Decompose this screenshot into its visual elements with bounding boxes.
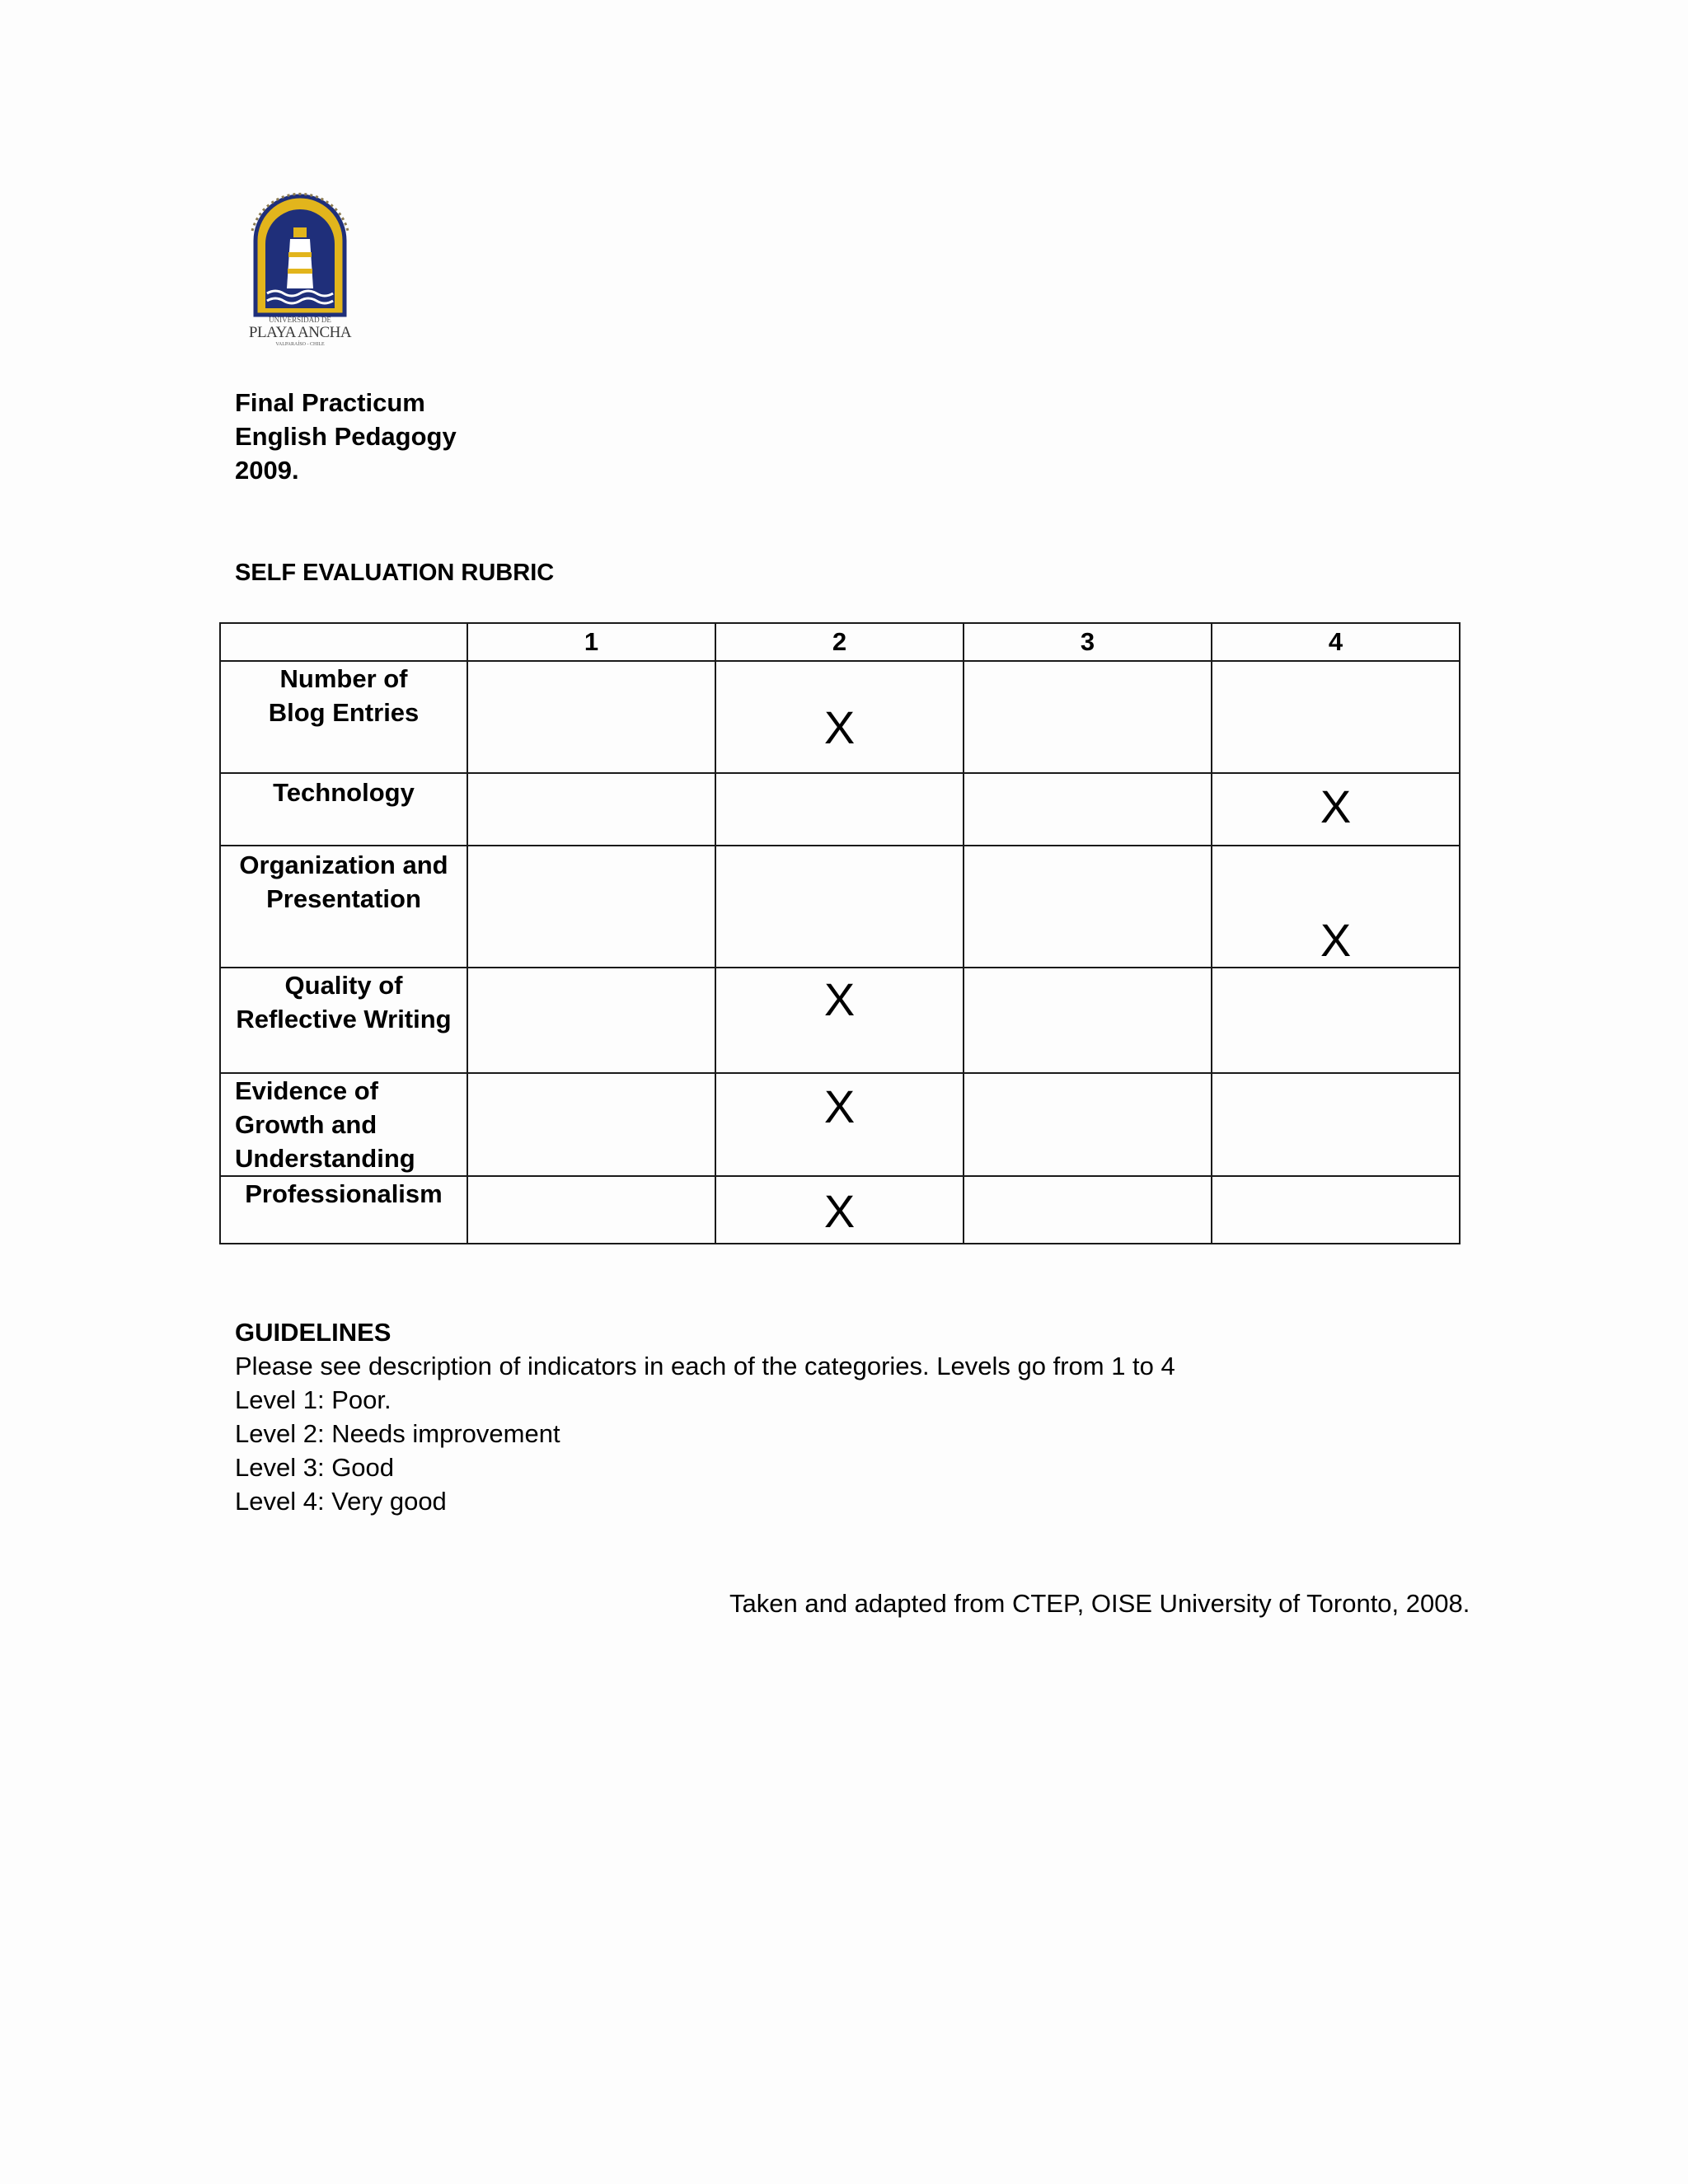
- level-description: Level 4: Very good: [235, 1487, 447, 1516]
- table-row: [220, 661, 1460, 773]
- document-header: [235, 386, 457, 487]
- rating-cell: [964, 1176, 1212, 1244]
- rubric-header-row: [220, 623, 1460, 661]
- program-name: English Pedagogy: [235, 422, 457, 451]
- year: 2009.: [235, 456, 299, 485]
- source-credit: Taken and adapted from CTEP, OISE University of Toronto, 2008.: [729, 1589, 1470, 1618]
- check-mark: X: [823, 701, 856, 753]
- guidelines-title: GUIDELINES: [235, 1318, 392, 1347]
- rubric-table: [219, 622, 1461, 1244]
- category-cell: Professionalism: [220, 1176, 467, 1244]
- course-title: Final Practicum: [235, 388, 425, 417]
- rating-cell: [715, 773, 964, 846]
- check-mark: X: [823, 1080, 856, 1132]
- rating-cell: [715, 1073, 964, 1176]
- rating-cell: [467, 1073, 715, 1176]
- check-mark: X: [823, 973, 856, 1025]
- rating-cell: [715, 968, 964, 1073]
- header-cell-level-3: 3: [964, 623, 1212, 661]
- guidelines-intro: Please see description of indicators in each of the categories. Levels go from 1 to 4: [235, 1352, 1175, 1380]
- rubric-title: SELF EVALUATION RUBRIC: [235, 560, 555, 586]
- category-cell: Evidence of Growth and Understanding: [220, 1073, 467, 1176]
- rating-cell: [715, 661, 964, 773]
- guidelines-section: [235, 1315, 1175, 1518]
- rating-cell: [1212, 773, 1460, 846]
- header-cell-level-2: 2: [715, 623, 964, 661]
- category-cell: Quality of Reflective Writing: [220, 968, 467, 1073]
- table-row: [220, 846, 1460, 968]
- category-cell: Number of Blog Entries: [220, 661, 467, 773]
- rating-cell: [964, 1073, 1212, 1176]
- check-mark: X: [823, 1185, 856, 1237]
- level-description: Level 2: Needs improvement: [235, 1419, 560, 1448]
- rating-cell: [715, 1176, 964, 1244]
- logo-text: UNIVERSIDAD DE PLAYA ANCHA VALPARAÍSO - CHILE: [248, 316, 352, 347]
- level-description: Level 3: Good: [235, 1453, 395, 1482]
- rating-cell: [964, 661, 1212, 773]
- rating-cell: [467, 846, 715, 968]
- table-row: [220, 1176, 1460, 1244]
- university-logo: [237, 191, 363, 356]
- header-cell-empty: [220, 623, 467, 661]
- rating-cell: [467, 1176, 715, 1244]
- rating-cell: [467, 773, 715, 846]
- rating-cell: [1212, 968, 1460, 1073]
- header-cell-level-1: 1: [467, 623, 715, 661]
- category-cell: Technology: [220, 773, 467, 846]
- rating-cell: [964, 846, 1212, 968]
- rating-cell: [1212, 1176, 1460, 1244]
- rating-cell: [964, 773, 1212, 846]
- header-cell-level-4: 4: [1212, 623, 1460, 661]
- table-row: [220, 968, 1460, 1073]
- level-description: Level 1: Poor.: [235, 1385, 392, 1414]
- table-row: [220, 1073, 1460, 1176]
- category-cell: Organization and Presentation: [220, 846, 467, 968]
- rating-cell: [715, 846, 964, 968]
- check-mark: X: [1320, 914, 1352, 966]
- rating-cell: [964, 968, 1212, 1073]
- check-mark: X: [1320, 780, 1352, 832]
- rating-cell: [467, 968, 715, 1073]
- rating-cell: [1212, 661, 1460, 773]
- rating-cell: [1212, 846, 1460, 968]
- rating-cell: [1212, 1073, 1460, 1176]
- table-row: [220, 773, 1460, 846]
- rating-cell: [467, 661, 715, 773]
